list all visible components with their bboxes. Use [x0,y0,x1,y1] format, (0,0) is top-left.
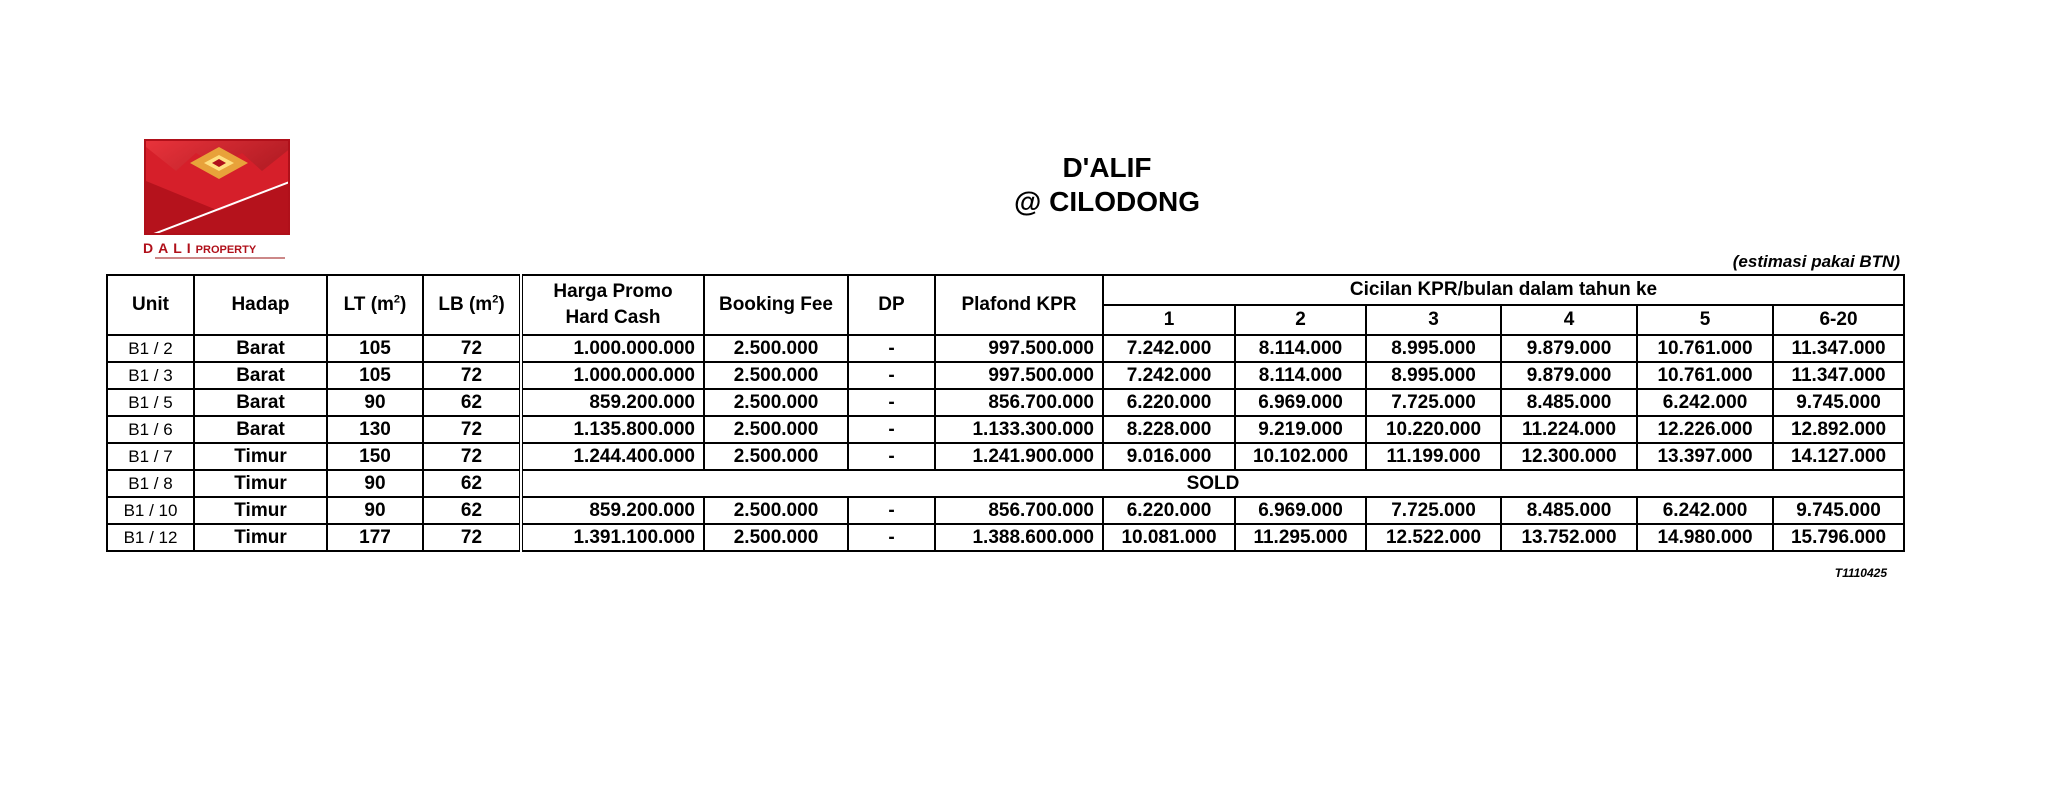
header-lt: LT $(m^2)$ [327,275,423,335]
cell-plafond: 1.133.300.000 [935,416,1103,443]
cell-hadap: Barat [194,362,327,389]
cell-year-4: 9.879.000 [1501,362,1637,389]
cell-unit: B1 / 7 [107,443,194,470]
table-row-sold [107,470,1904,497]
cell-lt: 150 [327,443,423,470]
cell-year-5: 12.226.000 [1637,416,1773,443]
cell-year-3: 8.995.000 [1366,335,1501,362]
cell-lb: 72 [423,335,521,362]
cell-unit: B1 / 6 [107,416,194,443]
table-row [107,416,1904,443]
cell-dp: - [848,335,935,362]
cell-year-1: 6.220.000 [1103,497,1235,524]
cell-dp: - [848,416,935,443]
logo-wordmark [143,240,295,256]
cell-lt: 177 [327,524,423,551]
cell-year-6-20: 12.892.000 [1773,416,1904,443]
cell-hadap: Timur [194,443,327,470]
cell-year-2: 6.969.000 [1235,389,1366,416]
cell-lb: 62 [423,470,521,497]
table-row [107,497,1904,524]
cell-lb: 62 [423,389,521,416]
header-year-1: 1 [1103,305,1235,335]
cell-year-3: 10.220.000 [1366,416,1501,443]
header-booking-fee: Booking Fee [704,275,848,335]
cell-dp: - [848,362,935,389]
cell-harga: 1.244.400.000 [521,443,704,470]
cell-year-4: 9.879.000 [1501,335,1637,362]
cell-harga: 1.000.000.000 [521,362,704,389]
cell-year-4: 13.752.000 [1501,524,1637,551]
cell-booking: 2.500.000 [704,497,848,524]
cell-unit: B1 / 12 [107,524,194,551]
cell-year-2: 10.102.000 [1235,443,1366,470]
table-row [107,443,1904,470]
cell-hadap: Barat [194,416,327,443]
header-year-5: 5 [1637,305,1773,335]
logo-brand: DALI [143,240,196,256]
header-year-6-20: 6-20 [1773,305,1904,335]
cell-year-6-20: 11.347.000 [1773,335,1904,362]
cell-plafond: 997.500.000 [935,335,1103,362]
cell-hadap: Barat [194,335,327,362]
cell-year-3: 8.995.000 [1366,362,1501,389]
cell-lt: 130 [327,416,423,443]
document-code: T1110425 [1834,566,1887,580]
cell-hadap: Timur [194,524,327,551]
cell-year-4: 8.485.000 [1501,389,1637,416]
cell-year-5: 6.242.000 [1637,497,1773,524]
cell-plafond: 997.500.000 [935,362,1103,389]
cell-lb: 72 [423,362,521,389]
cell-dp: - [848,497,935,524]
header-cicilan: Cicilan KPR/bulan dalam tahun ke [1103,275,1904,305]
cell-year-1: 9.016.000 [1103,443,1235,470]
cell-dp: - [848,389,935,416]
header-year-2: 2 [1235,305,1366,335]
header-year-4: 4 [1501,305,1637,335]
cell-year-2: 6.969.000 [1235,497,1366,524]
cell-unit: B1 / 8 [107,470,194,497]
header-year-3: 3 [1366,305,1501,335]
cell-lb: 72 [423,443,521,470]
cell-plafond: 1.241.900.000 [935,443,1103,470]
table-row [107,524,1904,551]
cell-year-4: 11.224.000 [1501,416,1637,443]
project-location: @ CILODONG [1014,186,1200,217]
cell-harga: 859.200.000 [521,497,704,524]
cell-year-2: 8.114.000 [1235,335,1366,362]
cell-harga: 1.135.800.000 [521,416,704,443]
header-plafond: Plafond KPR [935,275,1103,335]
cell-booking: 2.500.000 [704,443,848,470]
cell-hadap: Barat [194,389,327,416]
cell-year-3: 12.522.000 [1366,524,1501,551]
cell-unit: B1 / 10 [107,497,194,524]
cell-year-2: 8.114.000 [1235,362,1366,389]
header-harga: Harga Promo Hard Cash [521,275,704,335]
project-title: D'ALIF [1062,152,1152,183]
cell-booking: 2.500.000 [704,389,848,416]
cell-year-5: 6.242.000 [1637,389,1773,416]
cell-year-5: 14.980.000 [1637,524,1773,551]
price-table [106,274,1905,552]
cell-year-5: 13.397.000 [1637,443,1773,470]
header-lb: LB $(m^2)$ [423,275,521,335]
cell-year-6-20: 14.127.000 [1773,443,1904,470]
cell-year-3: 11.199.000 [1366,443,1501,470]
cell-harga: 1.000.000.000 [521,335,704,362]
cell-year-3: 7.725.000 [1366,389,1501,416]
cell-hadap: Timur [194,470,327,497]
cell-lb: 72 [423,416,521,443]
cell-harga: 859.200.000 [521,389,704,416]
cell-year-3: 7.725.000 [1366,497,1501,524]
cell-booking: 2.500.000 [704,524,848,551]
logo-tagline-bar [155,257,285,259]
cell-plafond: 1.388.600.000 [935,524,1103,551]
cell-lb: 72 [423,524,521,551]
estimate-note: (estimasi pakai BTN) [1732,252,1900,271]
cell-year-1: 7.242.000 [1103,362,1235,389]
table-row [107,362,1904,389]
cell-dp: - [848,524,935,551]
cell-year-6-20: 9.745.000 [1773,497,1904,524]
cell-plafond: 856.700.000 [935,389,1103,416]
cell-lt: 90 [327,470,423,497]
cell-year-4: 12.300.000 [1501,443,1637,470]
cell-lt: 105 [327,362,423,389]
cell-year-1: 6.220.000 [1103,389,1235,416]
cell-year-2: 11.295.000 [1235,524,1366,551]
cell-year-1: 8.228.000 [1103,416,1235,443]
cell-year-4: 8.485.000 [1501,497,1637,524]
header-dp: DP [848,275,935,335]
cell-lb: 62 [423,497,521,524]
cell-year-5: 10.761.000 [1637,362,1773,389]
cell-unit: B1 / 3 [107,362,194,389]
cell-lt: 90 [327,389,423,416]
cell-lt: 90 [327,497,423,524]
cell-harga: 1.391.100.000 [521,524,704,551]
cell-year-1: 7.242.000 [1103,335,1235,362]
cell-year-6-20: 9.745.000 [1773,389,1904,416]
cell-year-2: 9.219.000 [1235,416,1366,443]
cell-year-1: 10.081.000 [1103,524,1235,551]
cell-year-5: 10.761.000 [1637,335,1773,362]
header-unit: Unit [107,275,194,335]
cell-unit: B1 / 2 [107,335,194,362]
sold-label: SOLD [521,470,1904,497]
cell-dp: - [848,443,935,470]
header-hadap: Hadap [194,275,327,335]
table-row [107,389,1904,416]
cell-booking: 2.500.000 [704,362,848,389]
cell-hadap: Timur [194,497,327,524]
table-header-row [107,275,1904,305]
cell-unit: B1 / 5 [107,389,194,416]
cell-booking: 2.500.000 [704,416,848,443]
table-row [107,335,1904,362]
cell-year-6-20: 11.347.000 [1773,362,1904,389]
cell-year-6-20: 15.796.000 [1773,524,1904,551]
cell-plafond: 856.700.000 [935,497,1103,524]
cell-lt: 105 [327,335,423,362]
logo-suffix: PROPERTY [195,244,257,256]
cell-booking: 2.500.000 [704,335,848,362]
